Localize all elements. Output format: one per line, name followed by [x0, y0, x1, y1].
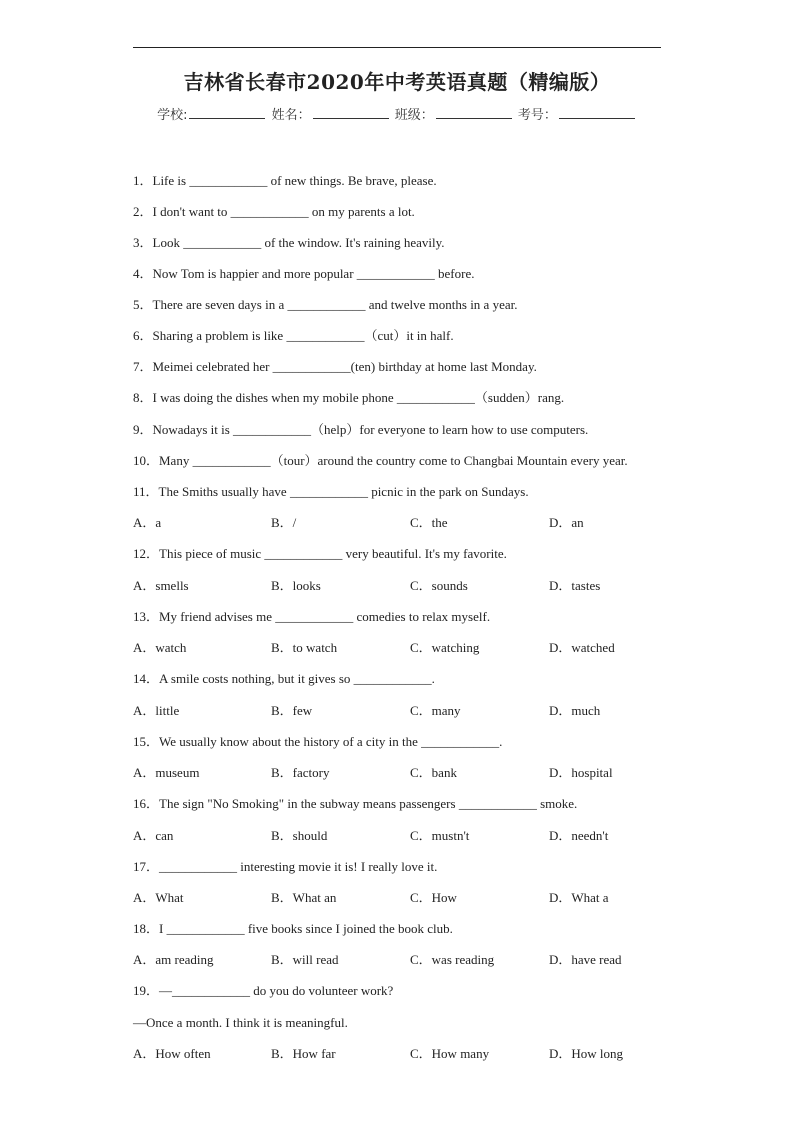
question-15: 15．We usually know about the history of a city in the ____________. [133, 734, 503, 749]
option-d[interactable]: D．needn't [549, 828, 609, 843]
option-b[interactable]: B．looks [271, 578, 321, 593]
option-a[interactable]: A．watch [133, 640, 187, 655]
question-5: 5．There are seven days in a ____________ and twelve months in a year. [133, 297, 518, 312]
option-a[interactable]: A．am reading [133, 952, 214, 967]
option-a[interactable]: A．a [133, 515, 162, 530]
option-b[interactable]: B．How far [271, 1046, 336, 1061]
class-label: 班级： [394, 108, 434, 123]
option-d[interactable]: D．hospital [549, 765, 613, 780]
options-q14 [133, 701, 693, 721]
option-b[interactable]: B．should [271, 828, 328, 843]
question-6: 6．Sharing a problem is like ____________（cut）it in half. [133, 328, 454, 343]
top-rule [133, 47, 661, 48]
option-b[interactable]: B．will read [271, 952, 339, 967]
options-q12 [133, 576, 693, 596]
option-b[interactable]: B．few [271, 703, 313, 718]
option-d[interactable]: D．have read [549, 952, 622, 967]
question-2: 2．I don't want to ____________ on my parents a lot. [133, 204, 415, 219]
question-16: 16．The sign "No Smoking" in the subway means passengers ____________ smoke. [133, 796, 578, 811]
question-4: 4．Now Tom is happier and more popular ____________ before. [133, 266, 475, 281]
question-1: 1．Life is ____________ of new things. Be brave, please. [133, 173, 437, 188]
option-c[interactable]: C．sounds [410, 578, 468, 593]
option-c[interactable]: C．the [410, 515, 448, 530]
option-c[interactable]: C．many [410, 703, 461, 718]
question-17: 17．____________ interesting movie it is! I really love it. [133, 859, 438, 874]
option-d[interactable]: D．tastes [549, 578, 601, 593]
question-13: 13．My friend advises me ____________ comedies to relax myself. [133, 609, 491, 624]
name-label: 姓名： [271, 108, 311, 123]
option-b[interactable]: B．factory [271, 765, 330, 780]
question-7: 7．Meimei celebrated her ____________(ten) birthday at home last Monday. [133, 359, 537, 374]
option-b[interactable]: B．/ [271, 515, 297, 530]
option-b[interactable]: B．What an [271, 890, 337, 905]
options-q11 [133, 513, 693, 533]
option-d[interactable]: D．What a [549, 890, 609, 905]
option-c[interactable]: C．mustn't [410, 828, 470, 843]
option-d[interactable]: D．watched [549, 640, 615, 655]
option-a[interactable]: A．museum [133, 765, 200, 780]
option-c[interactable]: C．How [410, 890, 457, 905]
school-blank[interactable] [189, 106, 265, 119]
option-d[interactable]: D．How long [549, 1046, 624, 1061]
option-a[interactable]: A．can [133, 828, 174, 843]
question-11: 11．The Smiths usually have ____________ picnic in the park on Sundays. [133, 484, 529, 499]
option-a[interactable]: A．little [133, 703, 180, 718]
option-c[interactable]: C．How many [410, 1046, 490, 1061]
number-label: 考号： [517, 108, 557, 123]
option-a[interactable]: A．smells [133, 578, 189, 593]
options-q18 [133, 950, 693, 970]
question-8: 8．I was doing the dishes when my mobile phone ____________（sudden）rang. [133, 390, 565, 405]
option-a[interactable]: A．How often [133, 1046, 211, 1061]
option-b[interactable]: B．to watch [271, 640, 338, 655]
options-q13 [133, 638, 693, 658]
options-q16 [133, 826, 693, 846]
question-3: 3．Look ____________ of the window. It's raining heavily. [133, 235, 445, 250]
question-12: 12．This piece of music ____________ very beautiful. It's my favorite. [133, 546, 507, 561]
class-blank[interactable] [436, 106, 512, 119]
option-c[interactable]: C．bank [410, 765, 457, 780]
question-18: 18．I ____________ five books since I joined the book club. [133, 921, 453, 936]
question-14: 14．A smile costs nothing, but it gives so ____________. [133, 671, 435, 686]
student-info [0, 104, 794, 123]
options-q19 [133, 1044, 693, 1064]
question-10: 10．Many ____________（tour）around the country come to Changbai Mountain every year. [133, 453, 628, 468]
number-blank[interactable] [559, 106, 635, 119]
options-q17 [133, 888, 693, 908]
option-c[interactable]: C．watching [410, 640, 480, 655]
option-a[interactable]: A．What [133, 890, 184, 905]
school-label: 学校: [157, 108, 188, 123]
option-d[interactable]: D．much [549, 703, 601, 718]
option-c[interactable]: C．was reading [410, 952, 495, 967]
option-d[interactable]: D．an [549, 515, 584, 530]
name-blank[interactable] [313, 106, 389, 119]
options-q15 [133, 763, 693, 783]
question-9: 9．Nowadays it is ____________（help）for everyone to learn how to use computers. [133, 422, 589, 437]
page-title: 吉林省长春市2020年中考英语真题（精编版） [183, 70, 611, 94]
question-19-reply: —Once a month. I think it is meaningful. [133, 1015, 348, 1030]
question-19: 19．—____________ do you do volunteer work? [133, 983, 394, 998]
